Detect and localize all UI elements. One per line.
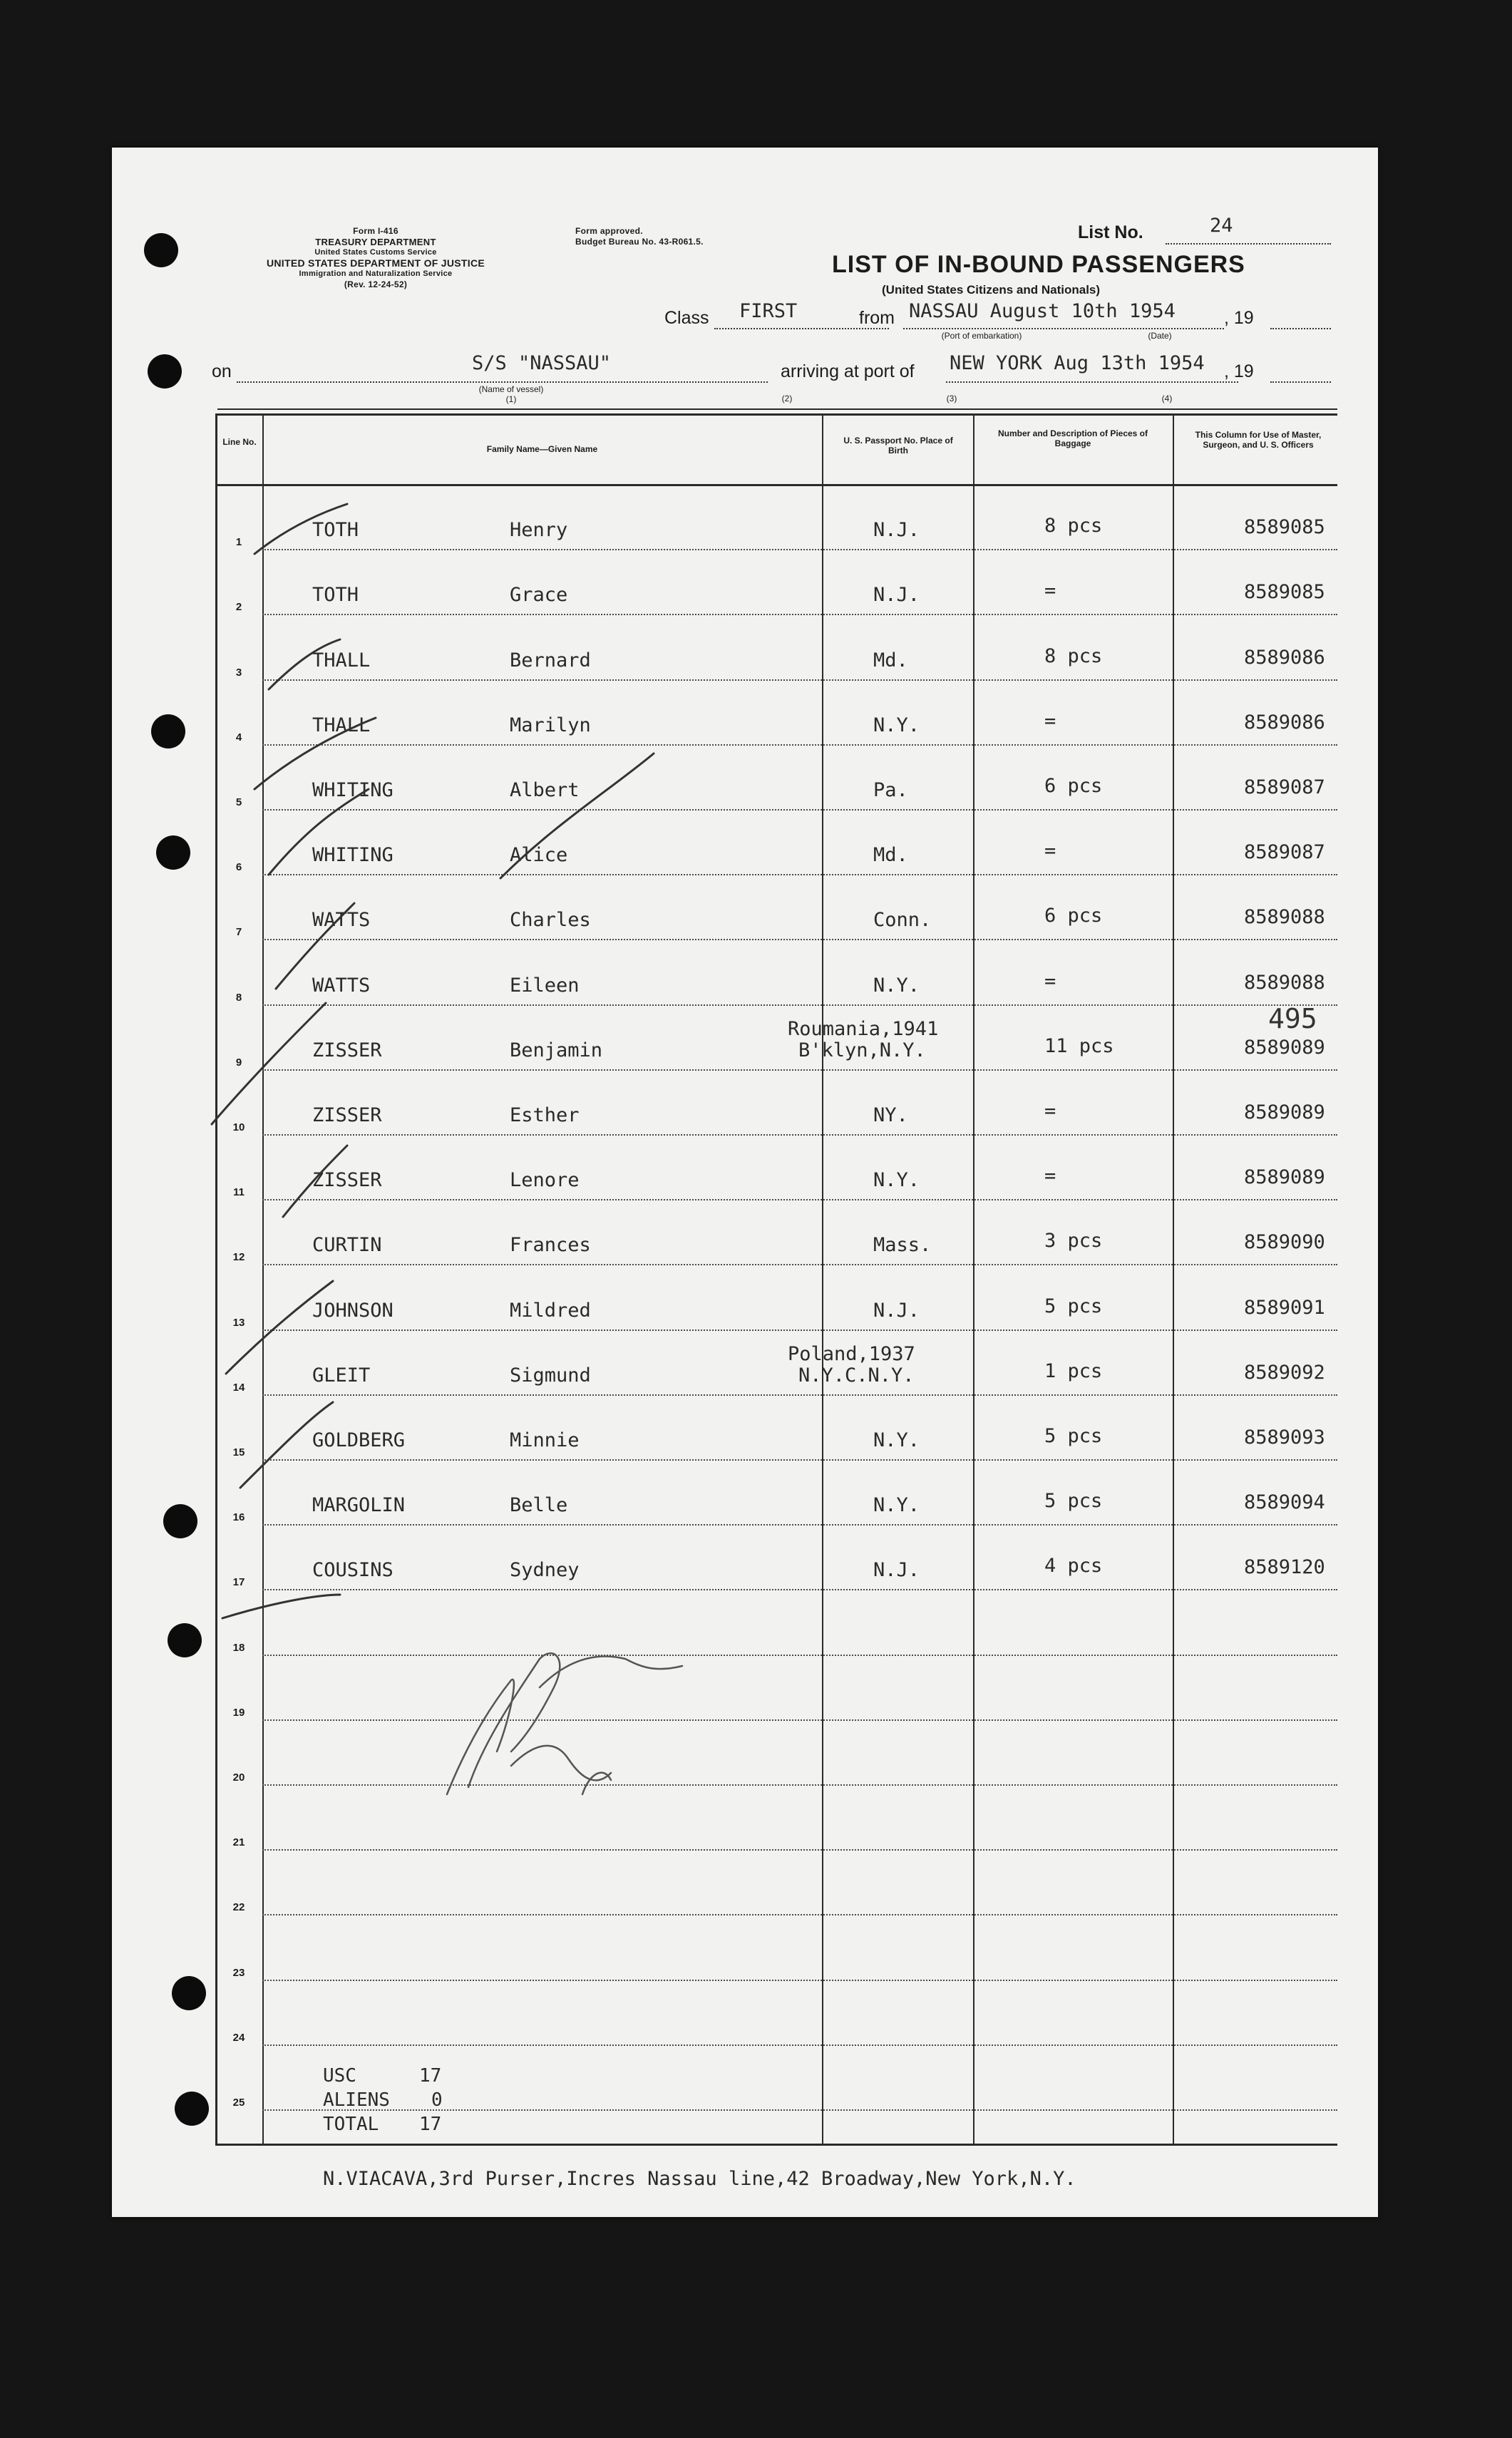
given-name: Grace [510, 584, 568, 607]
date-caption: (Date) [1148, 331, 1172, 341]
place-of-birth-line2: N.Y.C.N.Y. [798, 1364, 915, 1387]
row-rule [262, 1719, 1337, 1721]
vessel-line [237, 381, 768, 383]
col-divider [262, 416, 264, 2144]
place-of-birth: N.Y. [873, 1429, 920, 1451]
list-no-value: 24 [1210, 215, 1233, 237]
row-rule [262, 1524, 1337, 1526]
given-name: Esther [510, 1104, 580, 1126]
line-number: 16 [232, 1511, 245, 1524]
family-name: COUSINS [312, 1559, 394, 1582]
line-number: 15 [232, 1446, 245, 1459]
officer-number: 8589087 [1244, 841, 1325, 864]
baggage: 5 pcs [1044, 1425, 1103, 1447]
binder-hole [148, 354, 182, 389]
officer-number: 8589086 [1244, 646, 1325, 669]
row-rule [262, 1004, 1337, 1006]
treasury-department: TREASURY DEPARTMENT [315, 237, 436, 247]
baggage: = [1044, 1100, 1056, 1122]
col4-caption: (4) [1161, 394, 1173, 403]
col-head-officers: This Column for Use of Master, Surgeon, and U. S. Officers [1195, 430, 1322, 450]
binder-hole [172, 1976, 206, 2010]
family-name: WHITING [312, 779, 394, 801]
from-label: from [859, 308, 895, 328]
place-of-birth: Poland,1937 [788, 1342, 915, 1365]
binder-hole [168, 1623, 202, 1657]
family-name: CURTIN [312, 1234, 382, 1257]
from-value: NASSAU August 10th 1954 [909, 300, 1176, 322]
col-head-passport: U. S. Passport No. Place of Birth [843, 436, 953, 456]
row-rule [262, 1199, 1337, 1200]
family-name: THALL [312, 649, 371, 672]
officer-number: 8589093 [1244, 1426, 1325, 1449]
place-of-birth: N.J. [873, 519, 920, 542]
line-number: 9 [235, 1056, 242, 1069]
line-number: 23 [232, 1966, 245, 1979]
usc-label: USC [323, 2065, 356, 2087]
family-name: GLEIT [312, 1364, 371, 1387]
passenger-table [215, 413, 1337, 2190]
given-name: Sigmund [510, 1364, 591, 1387]
class-label: Class [664, 308, 709, 328]
total-count: 17 [419, 2114, 442, 2135]
row-rule [262, 1589, 1337, 1590]
row-rule [262, 679, 1337, 681]
officer-number: 8589085 [1244, 516, 1325, 539]
line-number: 5 [235, 796, 242, 808]
binder-hole [175, 2092, 209, 2126]
vessel-name: S/S "NASSAU" [472, 352, 612, 374]
baggage: = [1044, 840, 1056, 863]
officer-number: 8589088 [1244, 906, 1325, 929]
row-rule [262, 939, 1337, 940]
arriving-year-line [1270, 381, 1331, 383]
form-number: Form I-416 [353, 226, 398, 236]
binder-hole [144, 233, 178, 267]
manifest-page [112, 148, 1378, 2217]
given-name: Charles [510, 909, 591, 932]
binder-hole [156, 835, 190, 870]
officer-number: 8589120 [1244, 1556, 1325, 1579]
family-name: JOHNSON [312, 1299, 394, 1322]
baggage: 1 pcs [1044, 1359, 1103, 1382]
list-no-line [1166, 243, 1331, 245]
class-value: FIRST [739, 300, 798, 322]
arriving-label: arriving at port of [781, 361, 915, 381]
line-number: 3 [235, 666, 242, 679]
vessel-caption: (Name of vessel) (1) [478, 384, 544, 404]
col-divider [822, 416, 823, 2144]
officer-number: 8589090 [1244, 1231, 1325, 1254]
place-of-birth: N.Y. [873, 1494, 920, 1517]
row-rule [262, 1784, 1337, 1786]
family-name: WATTS [312, 974, 371, 997]
baggage: 11 pcs [1044, 1034, 1114, 1057]
aliens-count: 0 [431, 2089, 443, 2111]
justice-department: UNITED STATES DEPARTMENT OF JUSTICE [266, 257, 485, 269]
row-rule [262, 1329, 1337, 1331]
place-of-birth: Md. [873, 844, 908, 867]
place-of-birth: N.Y. [873, 974, 920, 997]
baggage: = [1044, 969, 1056, 992]
row-rule [262, 2044, 1337, 2046]
col-divider [973, 416, 974, 2144]
header-rule [217, 484, 1337, 486]
place-of-birth: Mass. [873, 1234, 932, 1257]
baggage: 5 pcs [1044, 1295, 1103, 1317]
family-name: ZISSER [312, 1169, 382, 1192]
baggage: 5 pcs [1044, 1490, 1103, 1513]
table-top-rule [217, 408, 1337, 410]
officer-number: 8589088 [1244, 971, 1325, 994]
line-number: 1 [235, 536, 242, 549]
family-name: TOTH [312, 519, 359, 542]
given-name: Minnie [510, 1429, 580, 1451]
col2-caption: (2) [781, 394, 793, 403]
row-rule [262, 1655, 1337, 1656]
line-number: 18 [232, 1641, 245, 1654]
given-name: Eileen [510, 974, 580, 997]
family-name: THALL [312, 714, 371, 736]
list-no-label: List No. [1078, 222, 1143, 242]
line-number: 19 [232, 1706, 245, 1719]
line-number: 17 [232, 1576, 245, 1589]
family-name: WATTS [312, 909, 371, 932]
given-name: Henry [510, 519, 568, 542]
family-name: ZISSER [312, 1104, 382, 1126]
place-of-birth: Roumania,1941 [788, 1017, 939, 1040]
baggage: = [1044, 1165, 1056, 1188]
line-number: 20 [232, 1771, 245, 1784]
form-revision: (Rev. 12-24-52) [344, 279, 408, 289]
given-name: Frances [510, 1234, 591, 1257]
row-rule [262, 1459, 1337, 1461]
baggage: 6 pcs [1044, 775, 1103, 797]
baggage: 3 pcs [1044, 1230, 1103, 1253]
place-of-birth: Md. [873, 649, 908, 672]
col3-caption: (3) [946, 394, 957, 403]
baggage: 6 pcs [1044, 905, 1103, 927]
from-year-suffix: , 19 [1224, 308, 1254, 328]
line-number: 8 [235, 991, 242, 1004]
place-of-birth: N.Y. [873, 714, 920, 736]
baggage: 8 pcs [1044, 515, 1103, 538]
form-title: LIST OF IN-BOUND PASSENGERS [832, 251, 1245, 278]
officer-number: 8589092 [1244, 1361, 1325, 1384]
family-name: WHITING [312, 844, 394, 867]
binder-hole [151, 714, 185, 749]
family-name: ZISSER [312, 1039, 382, 1061]
row-rule [262, 1134, 1337, 1136]
arriving-value: NEW YORK Aug 13th 1954 [950, 352, 1205, 374]
form-subtitle: (United States Citizens and Nationals) [882, 283, 1101, 297]
officer-number: 8589085 [1244, 581, 1325, 604]
binder-hole [163, 1504, 197, 1538]
line-number: 10 [232, 1121, 245, 1133]
budget-approval: Form approved. Budget Bureau No. 43-R061.5. [575, 226, 704, 247]
port-caption: (Port of embarkation) [941, 331, 1022, 341]
row-rule [262, 874, 1337, 875]
place-of-birth: Conn. [873, 909, 932, 932]
line-number: 24 [232, 2031, 245, 2044]
total-label: TOTAL [323, 2114, 379, 2135]
place-of-birth: Pa. [873, 779, 908, 801]
ins-service: Immigration and Naturalization Service [299, 269, 453, 278]
row-rule [262, 1394, 1337, 1396]
officer-number: 8589087 [1244, 776, 1325, 798]
baggage: = [1044, 709, 1056, 732]
officer-number: 8589086 [1244, 711, 1325, 734]
given-name: Sydney [510, 1559, 580, 1582]
row-rule [262, 1264, 1337, 1265]
customs-service: United States Customs Service [314, 248, 437, 257]
officer-number: 8589089 [1244, 1101, 1325, 1123]
line-number: 6 [235, 861, 242, 874]
from-line [903, 328, 1224, 329]
side-number: 495 [1268, 1003, 1317, 1034]
given-name: Albert [510, 779, 580, 801]
row-rule [262, 744, 1337, 746]
form-agency-block [212, 226, 540, 290]
officer-number: 8589091 [1244, 1296, 1325, 1319]
line-number: 2 [235, 601, 242, 614]
line-number: 11 [233, 1186, 245, 1199]
given-name: Lenore [510, 1169, 580, 1192]
row-rule [262, 1069, 1337, 1071]
usc-count: 17 [419, 2065, 442, 2087]
line-number: 25 [232, 2097, 245, 2109]
place-of-birth: N.J. [873, 1559, 920, 1582]
officer-number: 8589094 [1244, 1491, 1325, 1514]
line-number: 4 [235, 731, 242, 744]
col-head-name: Family Name—Given Name [486, 444, 598, 454]
aliens-label: ALIENS [323, 2089, 390, 2111]
given-name: Alice [510, 844, 568, 867]
purser-line: N.VIACAVA,3rd Purser,Incres Nassau line,42 Broadway,New York,N.Y. [323, 2168, 1076, 2190]
line-number: 22 [232, 1901, 245, 1914]
arriving-line [946, 381, 1238, 383]
baggage: 4 pcs [1044, 1555, 1103, 1578]
row-rule [262, 2109, 1337, 2111]
from-year-line [1270, 328, 1331, 329]
given-name: Belle [510, 1494, 568, 1517]
given-name: Benjamin [510, 1039, 603, 1061]
on-label: on [212, 361, 232, 381]
line-number: 13 [232, 1316, 245, 1329]
place-of-birth: N.Y. [873, 1169, 920, 1192]
place-of-birth-line2: B'klyn,N.Y. [798, 1039, 926, 1061]
arriving-year-suffix: , 19 [1224, 361, 1254, 381]
line-number: 7 [235, 926, 242, 939]
officer-number: 8589089 [1244, 1166, 1325, 1189]
line-number: 14 [232, 1381, 245, 1394]
given-name: Bernard [510, 649, 591, 672]
officer-number: 8589089 [1244, 1036, 1325, 1059]
place-of-birth: N.J. [873, 1299, 920, 1322]
place-of-birth: N.J. [873, 584, 920, 607]
col-head-baggage: Number and Description of Pieces of Baggage [997, 428, 1148, 448]
line-number: 21 [232, 1836, 245, 1849]
col-head-line-no: Line No. [222, 437, 257, 447]
family-name: MARGOLIN [312, 1494, 406, 1517]
row-rule [262, 614, 1337, 615]
family-name: GOLDBERG [312, 1429, 406, 1451]
given-name: Marilyn [510, 714, 591, 736]
row-rule [262, 1914, 1337, 1915]
given-name: Mildred [510, 1299, 591, 1322]
row-rule [262, 1849, 1337, 1851]
row-rule [262, 1980, 1337, 1981]
baggage: 8 pcs [1044, 644, 1103, 667]
col-divider [1173, 416, 1174, 2144]
place-of-birth: NY. [873, 1104, 908, 1126]
line-number: 12 [232, 1251, 245, 1264]
row-rule [262, 809, 1337, 811]
family-name: TOTH [312, 584, 359, 607]
row-rule [262, 549, 1337, 550]
baggage: = [1044, 580, 1056, 602]
